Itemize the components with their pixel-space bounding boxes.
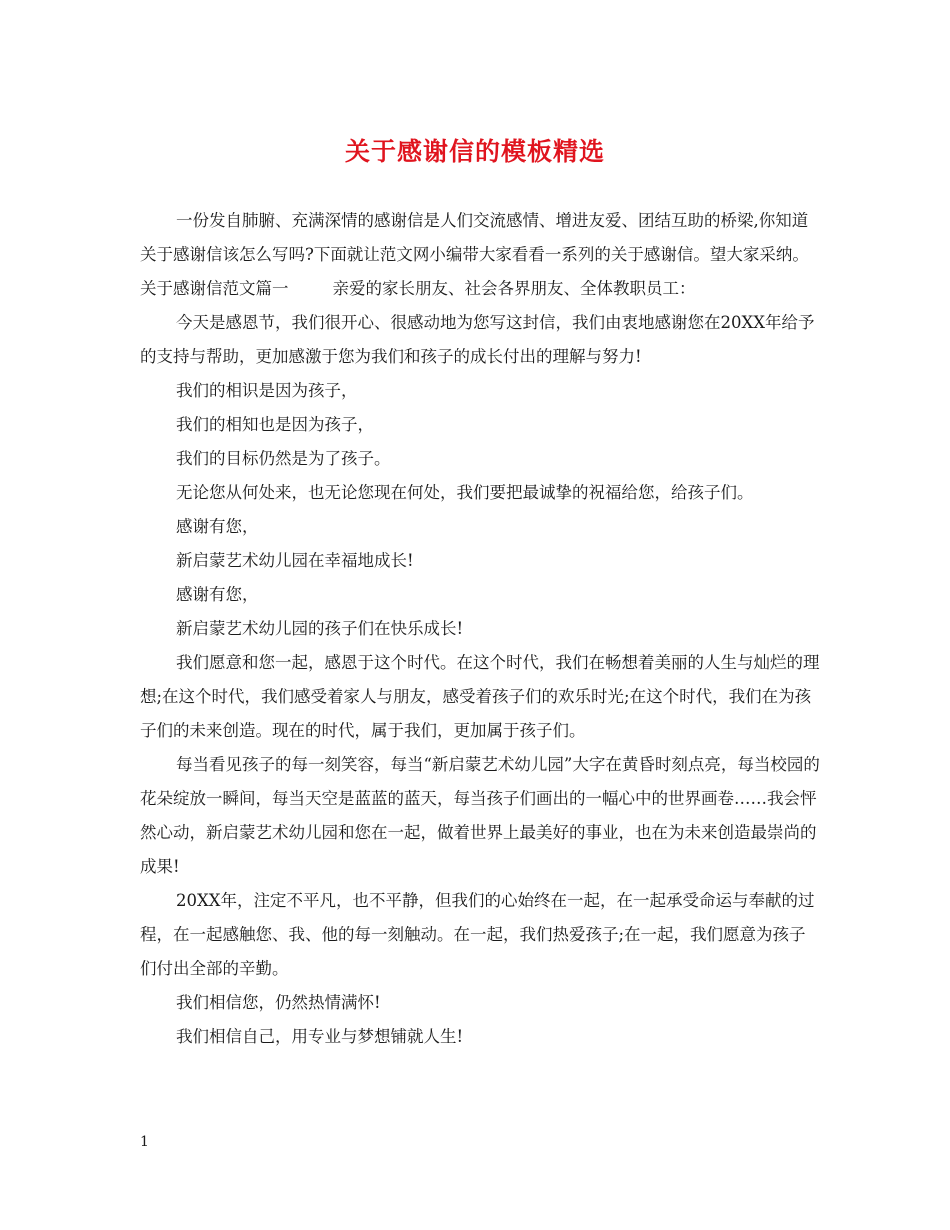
paragraph: 每当看见孩子的每一刻笑容，每当“新启蒙艺术幼儿园”大字在黄昏时刻点亮，每当校园的花朵绽放一瞬间，每当天空是蓝蓝的蓝天，每当孩子们画出的一幅心中的世界画卷……我会怦然心动，新启蒙艺术幼儿园和您在一起，做着世界上最美好的事业，也在为未来创造最崇尚的成果! — [140, 755, 820, 876]
salutation: 亲爱的家长朋友、社会各界朋友、全体教职员工： — [332, 279, 696, 298]
intro-paragraph: 一份发自肺腑、充满深情的感谢信是人们交流感情、增进友爱、团结互助的桥梁,你知道关于感谢信该怎么写吗?下面就让范文网小编带大家看看一系列的关于感谢信。望大家采纳。 — [140, 211, 809, 264]
document-body — [140, 204, 822, 1054]
section-heading-line — [140, 272, 822, 306]
paragraph: 今天是感恩节，我们很开心、很感动地为您写这封信，我们由衷地感谢您在20XX年给予的支持与帮助，更加感激于您为我们和孩子的成长付出的理解与努力! — [140, 313, 815, 366]
paragraph: 无论您从何处来，也无论您现在何处，我们要把最诚挚的祝福给您，给孩子们。 — [176, 483, 754, 502]
paragraph: 感谢有您， — [176, 517, 259, 536]
paragraph: 感谢有您， — [176, 585, 259, 604]
paragraph: 我们相信自己，用专业与梦想铺就人生! — [176, 1027, 464, 1046]
section-heading: 关于感谢信范文篇一 — [140, 279, 289, 298]
paragraph: 我们愿意和您一起，感恩于这个时代。在这个时代，我们在畅想着美丽的人生与灿烂的理想;在这个时代，我们感受着家人与朋友，感受着孩子们的欢乐时光;在这个时代，我们在为孩子们的未来创造。现在的时代，属于我们，更加属于孩子们。 — [140, 653, 820, 740]
page-number: 1 — [140, 1134, 149, 1150]
document-title: 关于感谢信的模板精选 — [344, 137, 605, 166]
paragraph: 我们相信您，仍然热情满怀! — [176, 993, 381, 1012]
paragraph: 20XX年，注定不平凡，也不平静，但我们的心始终在一起，在一起承受命运与奉献的过程，在一起感触您、我、他的每一刻触动。在一起，我们热爱孩子;在一起，我们愿意为孩子们付出全部的辛勤。 — [140, 891, 815, 978]
paragraph: 我们的相识是因为孩子， — [176, 381, 358, 400]
paragraph: 新启蒙艺术幼儿园的孩子们在快乐成长! — [176, 619, 464, 638]
paragraph: 新启蒙艺术幼儿园在幸福地成长! — [176, 551, 414, 570]
paragraph: 我们的目标仍然是为了孩子。 — [176, 449, 391, 468]
paragraph: 我们的相知也是因为孩子， — [176, 415, 374, 434]
